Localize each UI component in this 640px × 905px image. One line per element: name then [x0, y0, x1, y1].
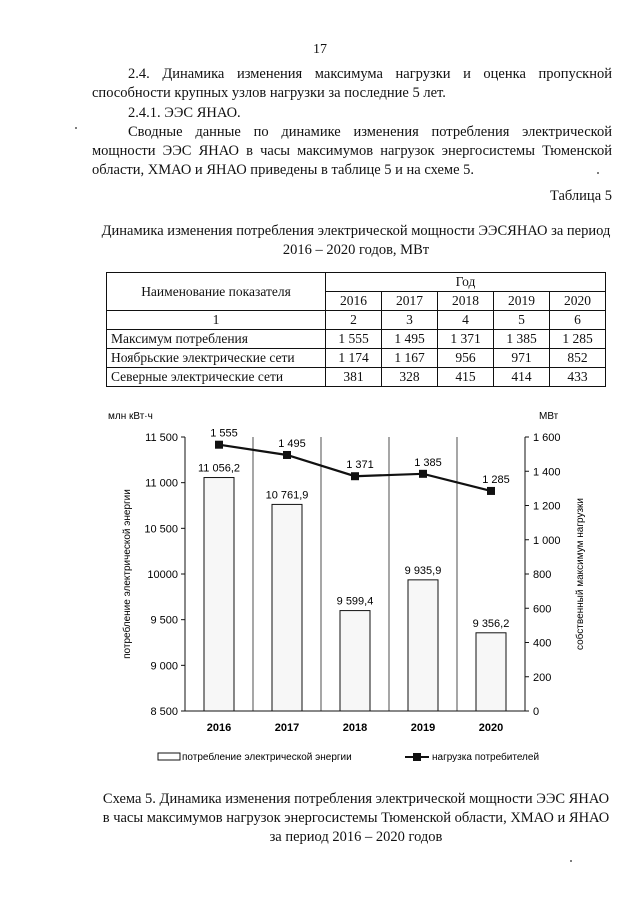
- body-paragraph: Сводные данные по динамике изменения потребления электрической мощности ЭЭС ЯНАО в часы максимумов нагрузок энергосистемы Тюменской области, ХМАО и ЯНАО приведены в таблице 5 и на схеме 5.: [92, 124, 612, 178]
- right-axis-tick-label: 0: [533, 706, 540, 718]
- number-cell: 3: [382, 311, 438, 330]
- scan-speck: [75, 127, 77, 129]
- header-name-cell: Наименование показателя: [107, 273, 326, 311]
- year-cell: 2017: [382, 292, 438, 311]
- load-marker: [351, 472, 359, 480]
- combo-chart: [100, 400, 600, 772]
- year-cell: 2016: [326, 292, 382, 311]
- value-cell: 1 167: [382, 349, 438, 368]
- right-axis-tick-label: 200: [533, 671, 552, 684]
- right-axis-label: собственный максимум нагрузки: [575, 498, 586, 650]
- number-cell: 4: [438, 311, 494, 330]
- left-axis-label: потребление электрической энергии: [122, 489, 133, 659]
- left-axis-tick-label: 11 500: [145, 432, 178, 444]
- legend-bar-swatch: [158, 753, 180, 760]
- number-cell: 1: [107, 311, 326, 330]
- right-axis-tick-label: 800: [533, 569, 552, 581]
- number-cell: 5: [494, 311, 550, 330]
- table-row: [107, 368, 606, 387]
- right-axis-tick-label: 1 400: [533, 466, 561, 479]
- scan-speck: [597, 172, 599, 174]
- table-numbers-row: [107, 311, 606, 330]
- table-header-row: [107, 273, 606, 292]
- value-cell: 433: [550, 368, 606, 387]
- year-cell: 2020: [550, 292, 606, 311]
- chart-caption: Схема 5. Динамика изменения потребления электрической мощности ЭЭС ЯНАО в часы максимумов нагрузок энергосистемы Тюменской области, ХМАО и ЯНАО за период 2016 – 2020 годов: [102, 791, 610, 845]
- scan-speck: [570, 860, 572, 862]
- year-cell: 2019: [494, 292, 550, 311]
- bar-data-label: 9 599,4: [336, 595, 374, 608]
- legend-bar-label: потребление электрической энергии: [182, 752, 352, 763]
- left-axis-tick-label: 10 500: [144, 523, 178, 536]
- left-axis-unit: млн кВт·ч: [108, 411, 153, 422]
- right-axis-tick-label: 1 600: [533, 432, 561, 444]
- row-name-cell: Ноябрьские электрические сети: [107, 349, 326, 368]
- energy-bar: [204, 478, 234, 711]
- value-cell: 1 385: [494, 330, 550, 349]
- line-data-label: 1 371: [346, 459, 374, 472]
- header-year-cell: Год: [326, 273, 606, 292]
- table-label: Таблица 5: [549, 188, 612, 204]
- value-cell: 852: [550, 349, 606, 368]
- energy-bar: [272, 504, 302, 711]
- x-tick-label: 2020: [478, 722, 504, 734]
- row-name-cell: Максимум потребления: [107, 330, 326, 349]
- bar-data-label: 9 356,2: [472, 617, 510, 630]
- value-cell: 381: [326, 368, 382, 387]
- table-title: Динамика изменения потребления электрической мощности ЭЭСЯНАО за период 2016 – 2020 годов, МВт: [101, 223, 611, 258]
- value-cell: 1 174: [326, 349, 382, 368]
- value-cell: 971: [494, 349, 550, 368]
- year-cell: 2018: [438, 292, 494, 311]
- load-marker: [419, 470, 427, 478]
- table-row: [107, 330, 606, 349]
- bar-data-label: 10 761,9: [265, 489, 309, 502]
- legend-line-marker: [413, 753, 421, 761]
- value-cell: 328: [382, 368, 438, 387]
- table-row: [107, 349, 606, 368]
- load-marker: [487, 487, 495, 495]
- bar-data-label: 9 935,9: [404, 564, 442, 577]
- x-tick-label: 2019: [410, 722, 436, 734]
- number-cell: 2: [326, 311, 382, 330]
- left-axis-tick-label: 9 500: [150, 614, 178, 627]
- x-tick-label: 2018: [342, 722, 368, 734]
- left-axis-tick-label: 9 000: [150, 660, 178, 673]
- energy-bar: [340, 611, 370, 711]
- row-name-cell: Северные электрические сети: [107, 368, 326, 387]
- right-axis-unit: МВт: [539, 411, 559, 422]
- value-cell: 1 495: [382, 330, 438, 349]
- legend-line-label: нагрузка потребителей: [432, 752, 540, 763]
- data-table: [106, 272, 606, 387]
- value-cell: 415: [438, 368, 494, 387]
- number-cell: 6: [550, 311, 606, 330]
- energy-bar: [476, 633, 506, 711]
- value-cell: 1 371: [438, 330, 494, 349]
- line-data-label: 1 555: [210, 427, 238, 440]
- energy-bar: [408, 580, 438, 711]
- value-cell: 414: [494, 368, 550, 387]
- line-data-label: 1 495: [278, 437, 306, 450]
- section-heading: 2.4. Динамика изменения максимума нагрузки и оценка пропускной способности крупных узлов нагрузки за последние 5 лет.: [92, 66, 612, 101]
- right-axis-tick-label: 1 200: [533, 500, 561, 513]
- page-number: 17: [313, 42, 327, 57]
- right-axis-tick-label: 1 000: [533, 534, 561, 547]
- load-marker: [283, 451, 291, 459]
- bar-data-label: 11 056,2: [197, 462, 241, 475]
- x-tick-label: 2017: [274, 722, 300, 734]
- load-marker: [215, 441, 223, 449]
- left-axis-tick-label: 8 500: [150, 706, 178, 718]
- x-tick-label: 2016: [206, 722, 232, 734]
- left-axis-tick-label: 10000: [147, 569, 178, 581]
- subsection-heading: 2.4.1. ЭЭС ЯНАО.: [128, 105, 241, 121]
- value-cell: 956: [438, 349, 494, 368]
- line-data-label: 1 385: [414, 456, 442, 469]
- value-cell: 1 555: [326, 330, 382, 349]
- value-cell: 1 285: [550, 330, 606, 349]
- right-axis-tick-label: 400: [533, 637, 552, 650]
- left-axis-tick-label: 11 000: [145, 477, 178, 490]
- line-data-label: 1 285: [482, 473, 510, 486]
- right-axis-tick-label: 600: [533, 603, 552, 616]
